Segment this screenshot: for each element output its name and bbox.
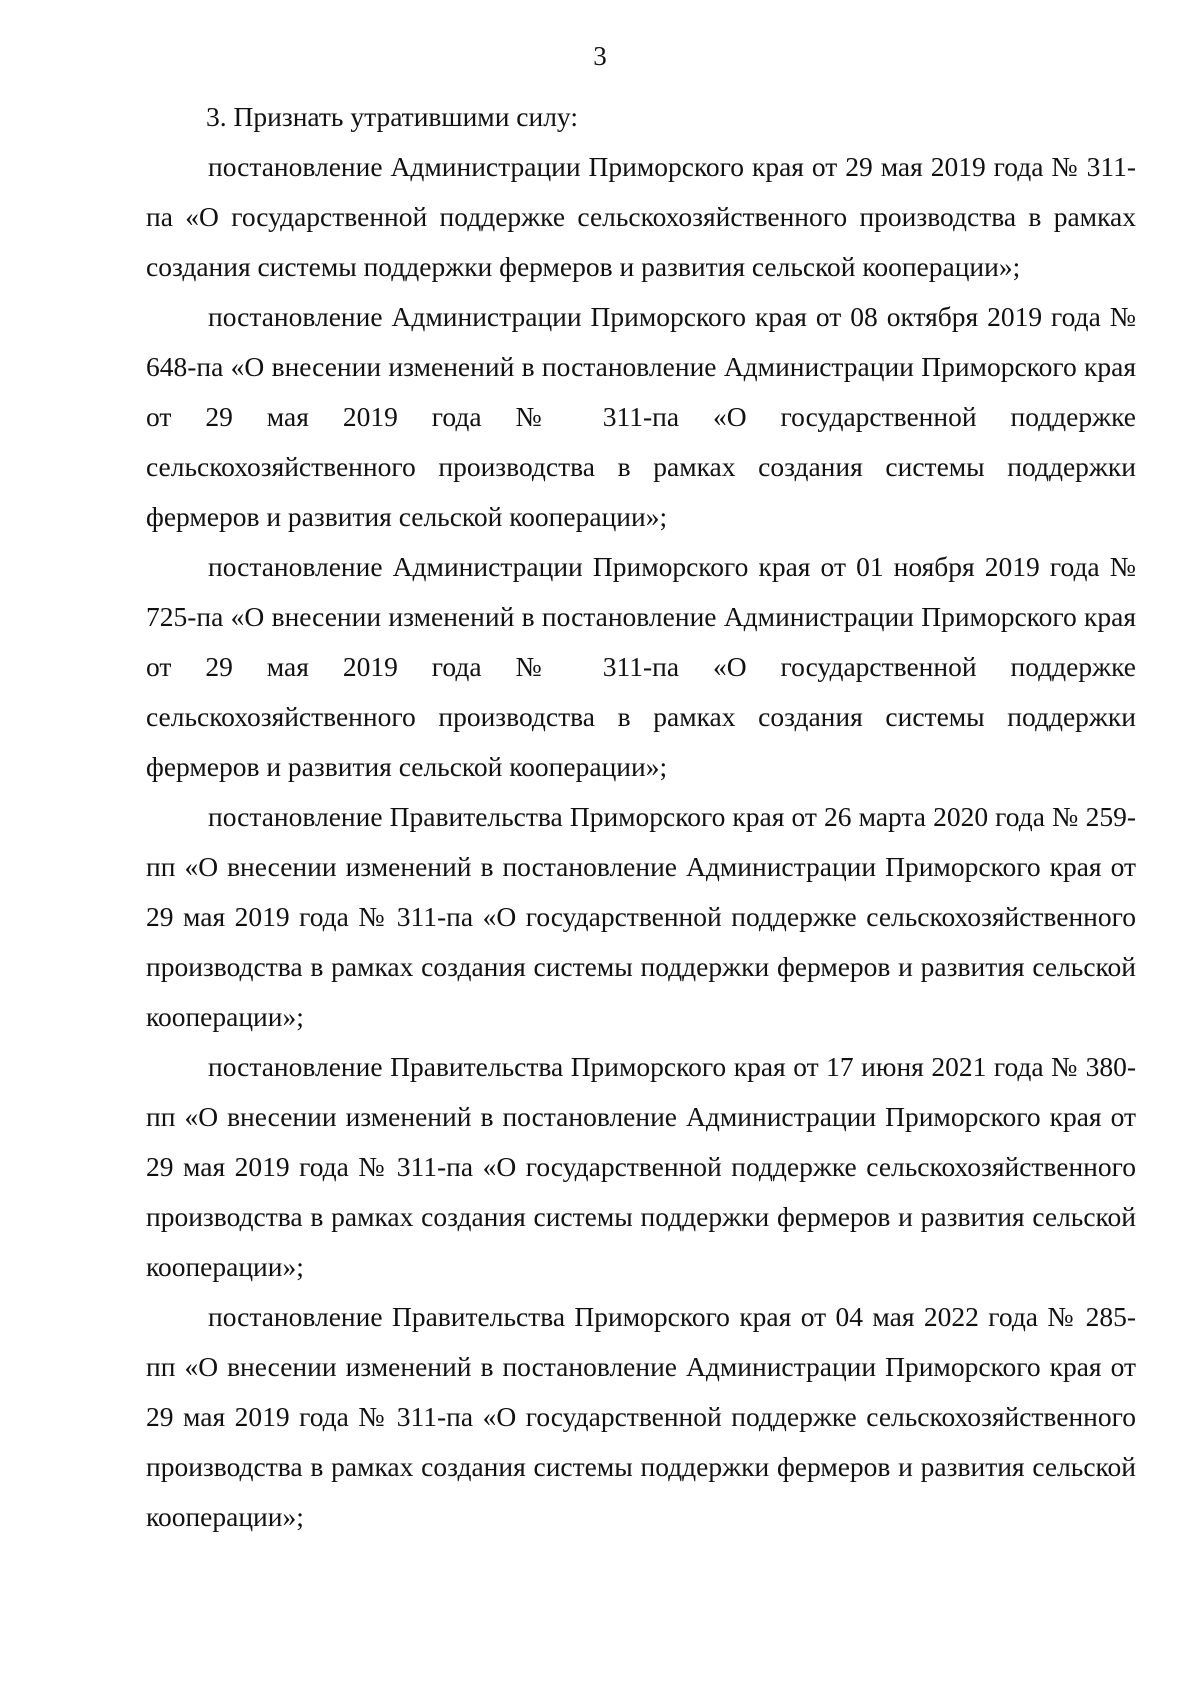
repealed-act-item-6: постановление Правительства Приморского края от 04 мая 2022 года № 285-пп «О внесении изменений в постановление Администрации Приморского края от 29 мая 2019 года № 311-па «О государственной поддержке сельскохозяйственного производства в рамках создания системы поддержки фермеров и развития сельской кооперации»;	[146, 1301, 1136, 1532]
repealed-act-item-1: постановление Администрации Приморского края от 29 мая 2019 года № 311-па «О государственной поддержке сельскохозяйственного производства в рамках создания системы поддержки фермеров и развития сельской кооперации»;	[146, 151, 1136, 282]
repealed-act-item-5: постановление Правительства Приморского края от 17 июня 2021 года № 380-пп «О внесении изменений в постановление Администрации Приморского края от 29 мая 2019 года № 311-па «О государственной поддержке сельскохозяйственного производства в рамках создания системы поддержки фермеров и развития сельской кооперации»;	[146, 1051, 1136, 1282]
repealed-act-item-3: постановление Администрации Приморского края от 01 ноября 2019 года № 725-па «О внесении изменений в постановление Администрации Приморского края от 29 мая 2019 года № 311-па «О государственной поддержке сельскохозяйственного производства в рамках создания системы поддержки фермеров и развития сельской кооперации»;	[146, 551, 1136, 782]
page-number: 3	[593, 41, 607, 71]
repealed-act-item-2: постановление Администрации Приморского края от 08 октября 2019 года № 648-па «О внесении изменений в постановление Администрации Приморского края от 29 мая 2019 года № 311-па «О государственной поддержке сельскохозяйственного производства в рамках создания системы поддержки фермеров и развития сельской кооперации»;	[146, 301, 1136, 532]
document-body	[146, 92, 1136, 1542]
section-heading: 3. Признать утратившими силу:	[206, 101, 578, 132]
repealed-act-item-4: постановление Правительства Приморского края от 26 марта 2020 года № 259-пп «О внесении изменений в постановление Администрации Приморского края от 29 мая 2019 года № 311-па «О государственной поддержке сельскохозяйственного производства в рамках создания системы поддержки фермеров и развития сельской кооперации»;	[146, 801, 1136, 1032]
